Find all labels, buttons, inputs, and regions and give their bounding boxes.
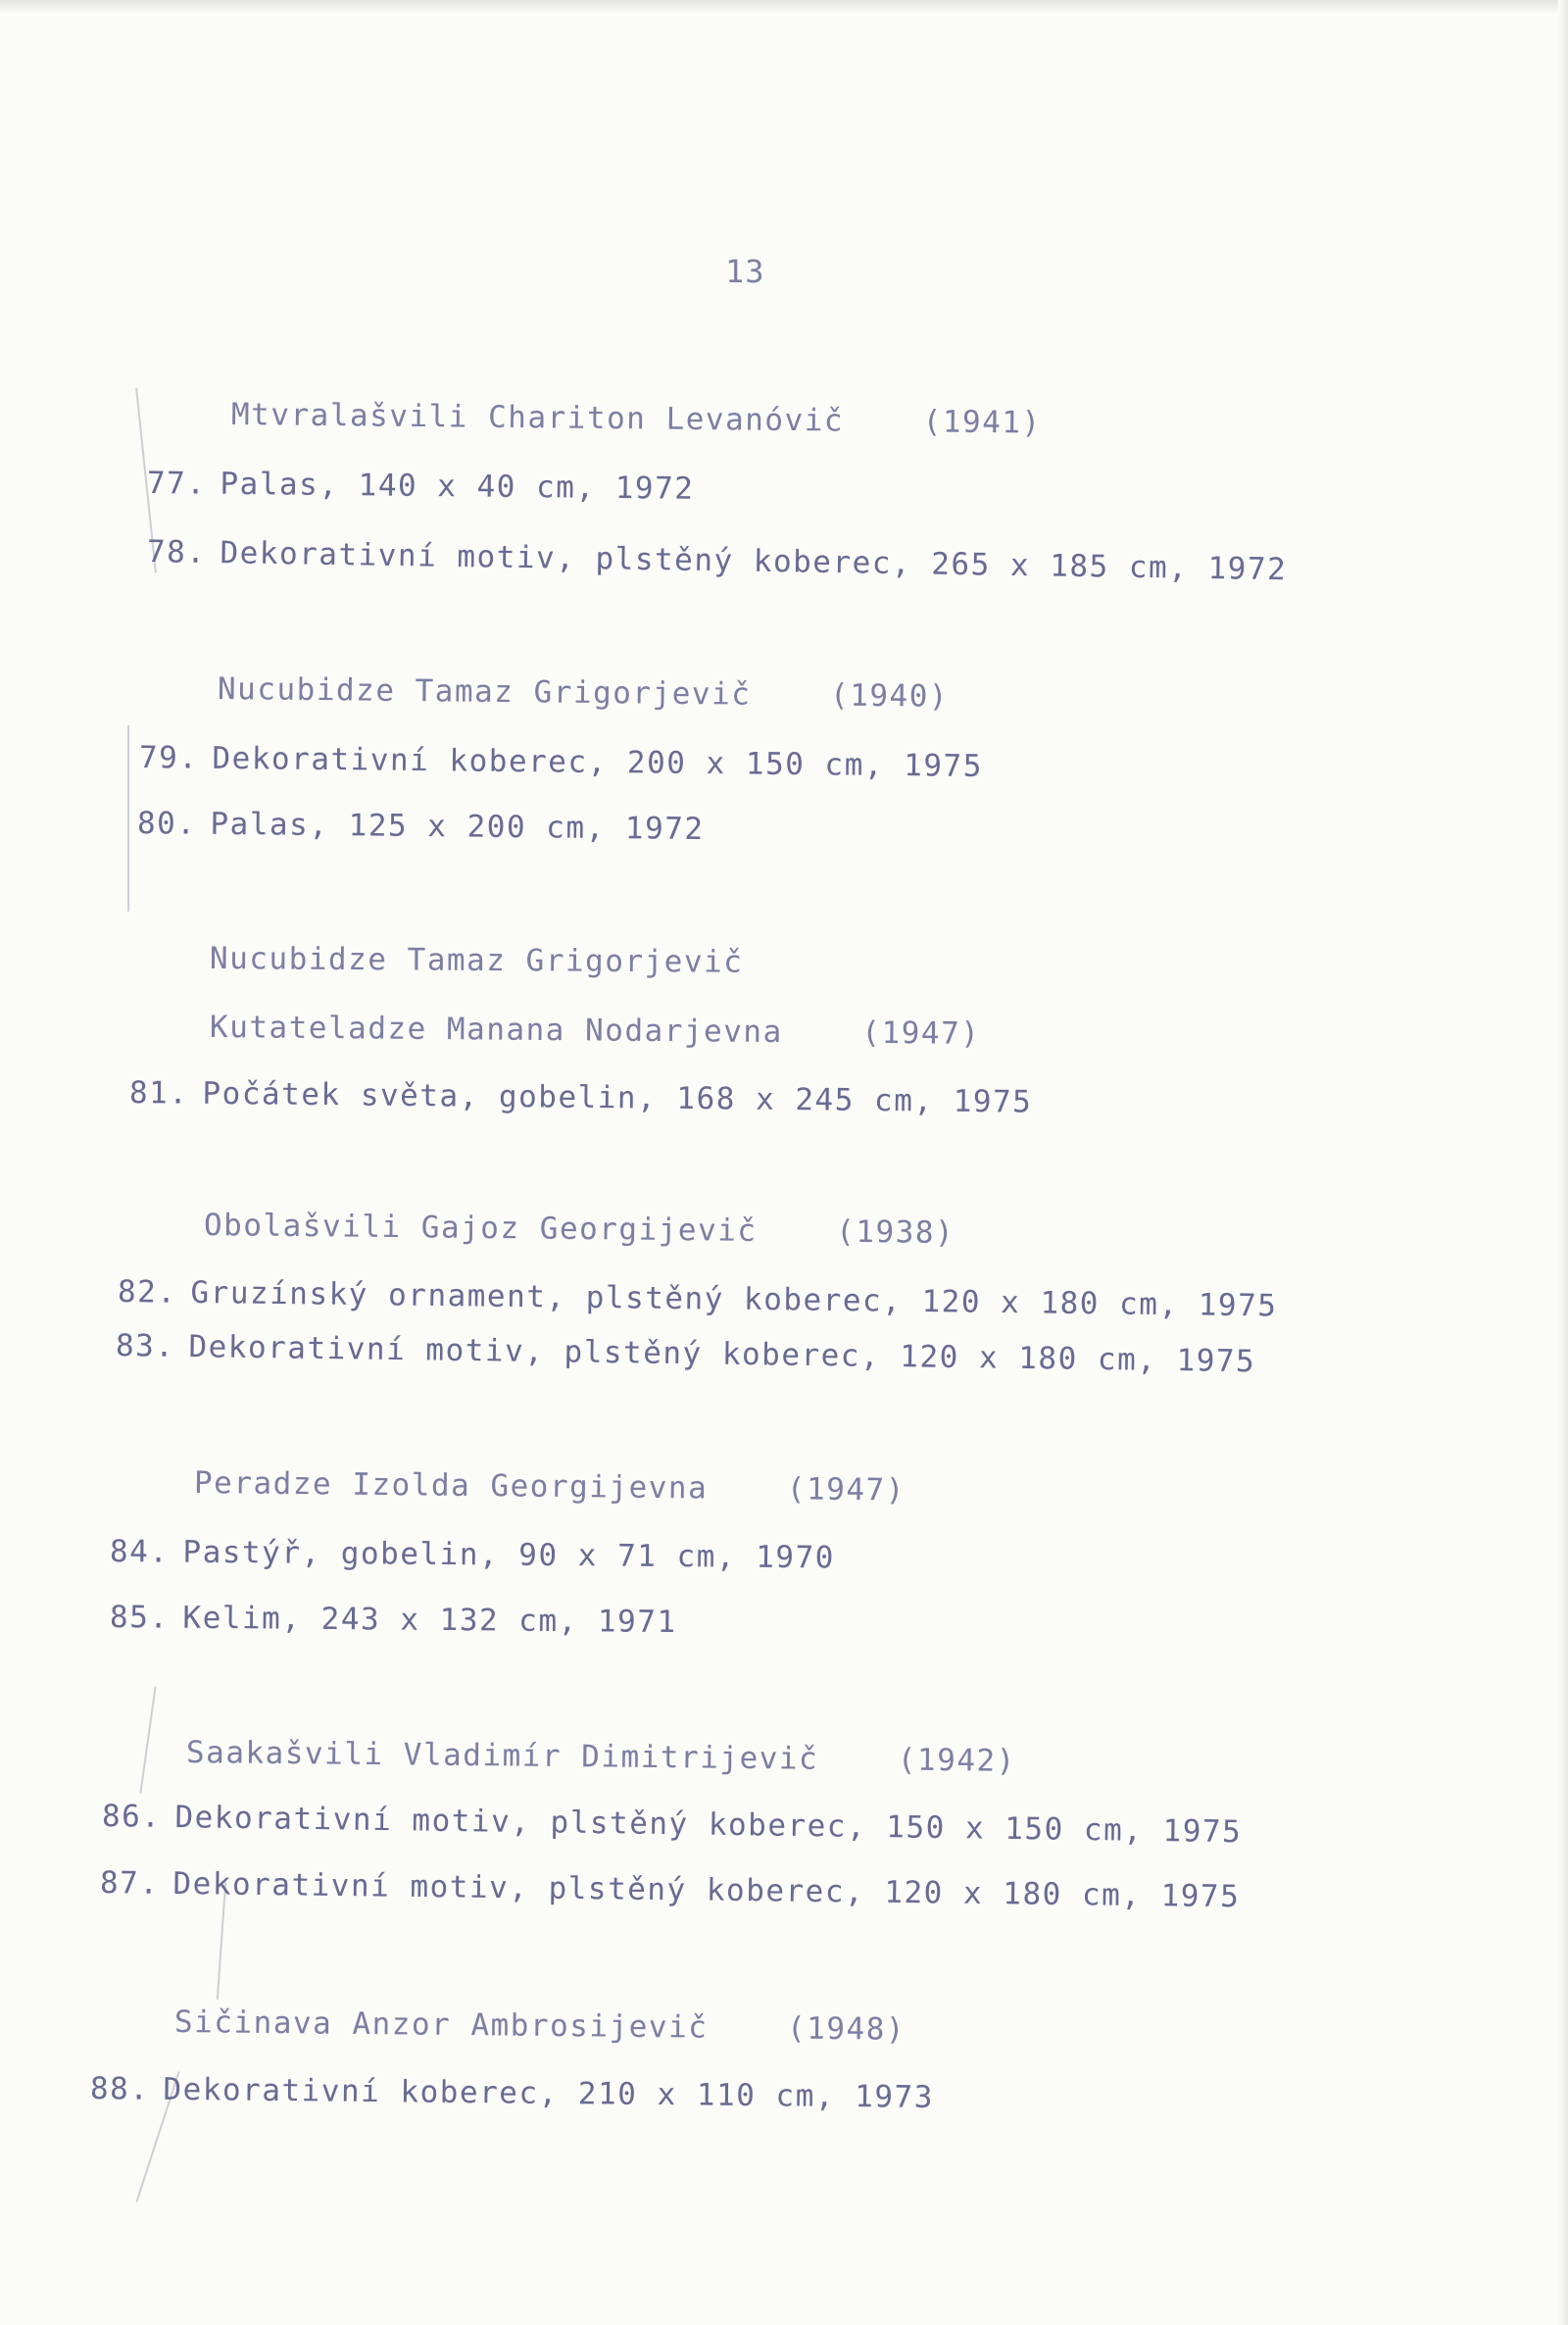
artist-birth-year: (1938) bbox=[836, 1213, 956, 1252]
entry-number: 81. bbox=[128, 1075, 189, 1112]
entry-number: 79. bbox=[138, 740, 199, 776]
entry-number: 78. bbox=[146, 534, 207, 570]
artist-name: Obolašvili Gajoz Georgijevič bbox=[203, 1208, 758, 1249]
artist-heading bbox=[231, 397, 1042, 441]
entry-text: Dekorativní motiv, plstěný koberec, 120 x 180 cm, 1975 bbox=[172, 1865, 1241, 1915]
entry-text: Počátek světa, gobelin, 168 x 245 cm, 1975 bbox=[202, 1075, 1033, 1120]
catalog-entry bbox=[139, 740, 983, 784]
catalog-entry bbox=[110, 1600, 677, 1640]
artist-heading bbox=[204, 1208, 956, 1251]
entry-number: 88. bbox=[89, 2071, 150, 2107]
entry-number: 85. bbox=[109, 1600, 170, 1636]
entry-text: Palas, 140 x 40 cm, 1972 bbox=[220, 466, 695, 507]
page-number: 13 bbox=[725, 253, 765, 290]
entry-text: Kelim, 243 x 132 cm, 1971 bbox=[182, 1600, 677, 1641]
artist-heading bbox=[186, 1735, 1016, 1779]
page-right-edge bbox=[1558, 0, 1568, 2325]
entry-text: Dekorativní motiv, plstěný koberec, 265 x 185 cm, 1972 bbox=[220, 535, 1288, 588]
catalog-entry bbox=[110, 1534, 835, 1575]
artist-heading bbox=[210, 941, 744, 980]
artist-birth-year: (1942) bbox=[897, 1742, 1017, 1779]
entry-text: Palas, 125 x 200 cm, 1972 bbox=[210, 806, 705, 848]
entry-text: Dekorativní koberec, 210 x 110 cm, 1973 bbox=[163, 2071, 935, 2116]
catalog-entry bbox=[116, 1328, 1256, 1379]
artist-name: Mtvralašvili Chariton Levanóvič bbox=[230, 397, 845, 439]
catalog-entry bbox=[137, 806, 705, 847]
entry-number: 77. bbox=[146, 466, 207, 502]
artist-name: Nucubidze Tamaz Grigorjevič bbox=[209, 941, 744, 980]
catalog-entry bbox=[118, 1274, 1278, 1323]
artist-name: Sičinava Anzor Ambrosijevič bbox=[173, 2004, 709, 2046]
entry-text: Dekorativní motiv, plstěný koberec, 150 x 150 cm, 1975 bbox=[174, 1800, 1243, 1851]
entry-number: 84. bbox=[109, 1534, 170, 1570]
artist-birth-year: (1947) bbox=[861, 1014, 981, 1052]
entry-text: Gruzínský ornament, plstěný koberec, 120 x 180 cm, 1975 bbox=[190, 1274, 1278, 1324]
entry-number: 80. bbox=[136, 806, 197, 842]
artist-heading bbox=[194, 1465, 906, 1509]
catalog-entry bbox=[129, 1075, 1033, 1120]
catalog-entry bbox=[90, 2071, 934, 2115]
artist-name: Peradze Izolda Georgijevna bbox=[193, 1465, 709, 1507]
artist-birth-year: (1948) bbox=[786, 2010, 906, 2048]
entry-text: Pastýř, gobelin, 90 x 71 cm, 1970 bbox=[182, 1534, 836, 1576]
entry-text: Dekorativní motiv, plstěný koberec, 120 x 180 cm, 1975 bbox=[188, 1329, 1256, 1380]
catalog-entry bbox=[147, 534, 1288, 587]
entry-number: 82. bbox=[117, 1274, 177, 1311]
catalog-entry bbox=[147, 466, 695, 507]
entry-number: 87. bbox=[99, 1865, 160, 1902]
entry-text: Dekorativní koberec, 200 x 150 cm, 1975 bbox=[212, 740, 984, 785]
artist-name: Saakašvili Vladimír Dimitrijevič bbox=[185, 1735, 819, 1777]
pencil-mark bbox=[139, 1686, 156, 1793]
artist-heading bbox=[174, 2004, 906, 2048]
entry-number: 86. bbox=[101, 1799, 162, 1835]
pencil-mark bbox=[127, 725, 129, 912]
catalog-entry bbox=[100, 1865, 1241, 1914]
artist-name: Nucubidze Tamaz Grigorjevič bbox=[217, 671, 752, 713]
artist-birth-year: (1947) bbox=[786, 1471, 906, 1509]
artist-heading bbox=[218, 671, 949, 715]
artist-birth-year: (1941) bbox=[922, 404, 1042, 441]
catalog-entry bbox=[102, 1799, 1243, 1850]
page-top-edge bbox=[0, 0, 1568, 14]
entry-number: 83. bbox=[115, 1328, 175, 1364]
artist-name: Kutateladze Manana Nodarjevna bbox=[209, 1010, 783, 1051]
artist-birth-year: (1940) bbox=[829, 677, 950, 715]
artist-heading bbox=[210, 1010, 981, 1052]
